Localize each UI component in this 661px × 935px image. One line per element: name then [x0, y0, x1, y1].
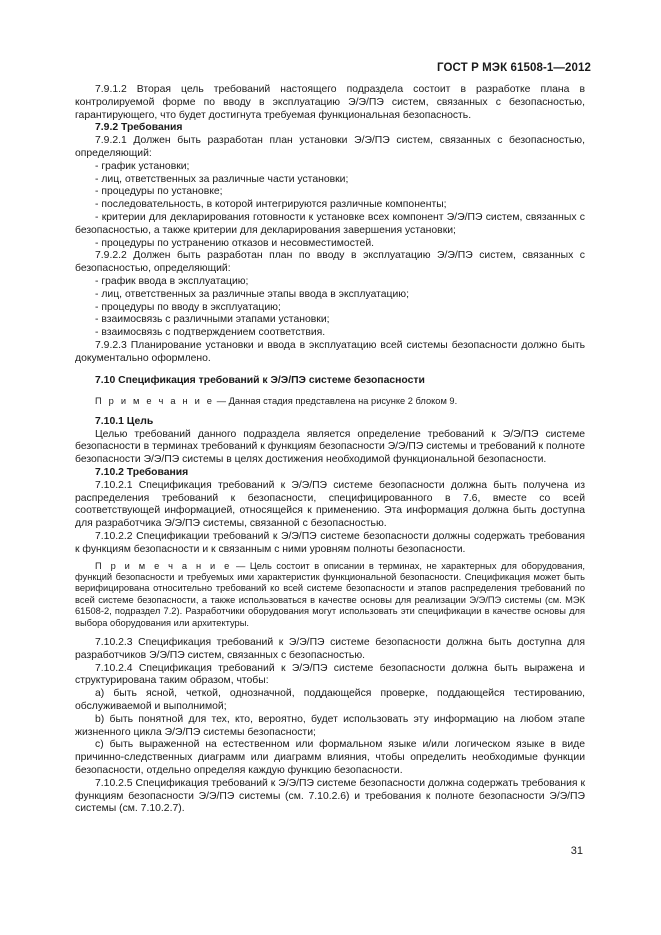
paragraph-7-9-2-1: 7.9.2.1 Должен быть разработан план установки Э/Э/ПЭ систем, связанных с безопасностью, определяющий: [75, 135, 585, 159]
note-text: — Цель состоит в описании в терминах, не характерных для оборудования, функций безопасности и требуемых ими характеристик функциональной безопасности. Спецификация может быть верифицирована относительно требований ко всей системе безопасности и этапов распределения требований по всей системе безопасности, а также использоваться в качестве основы для реализации Э/Э/ПЭ системы (см. МЭК 61508-2, подраздел 7.2). Разработчики оборудования могут использовать эти спецификации в качестве основы для выбора оборудования или архитектуры. [75, 560, 585, 628]
note-2 [75, 561, 585, 629]
document-body [75, 84, 585, 816]
list-item: - лиц, ответственных за различные этапы ввода в эксплуатацию; [95, 288, 409, 300]
note-label: П р и м е ч а н и е [95, 560, 232, 571]
note-text: — Данная стадия представлена на рисунке 2 блоком 9. [214, 396, 458, 407]
list-item: - процедуры по устранению отказов и несовместимостей. [95, 237, 375, 249]
list-item: - лиц, ответственных за различные части установки; [95, 173, 349, 185]
note-1 [75, 396, 585, 407]
paragraph-7-9-2-3: 7.9.2.3 Планирование установки и ввода в эксплуатацию всей системы безопасности должно быть документально оформлено. [75, 339, 585, 364]
page-number: 31 [570, 845, 583, 857]
list-item: a) быть ясной, четкой, однозначной, поддающейся проверке, поддающейся тестированию, обслуживаемой и выполнимой; [75, 688, 585, 712]
list-item: - взаимосвязь с различными этапами установки; [95, 314, 330, 326]
paragraph-7-10-2-3: 7.10.2.3 Спецификация требований к Э/Э/ПЭ системе безопасности должна быть доступна для разработчиков Э/Э/ПЭ систем, связанных с безопасностью. [75, 636, 585, 661]
note-label: П р и м е ч а н и е [95, 396, 215, 407]
list-item: b) быть понятной для тех, кто, вероятно, будет использовать эту информацию на любом этапе жизненного цикла Э/Э/ПЭ системы безопасности; [75, 713, 585, 738]
paragraph-7-9-2-2: 7.9.2.2 Должен быть разработан план по вводу в эксплуатацию Э/Э/ПЭ систем, связанных с безопасностью, определяющий: [75, 250, 585, 275]
paragraph-7-10-2-2: 7.10.2.2 Спецификации требований к Э/Э/ПЭ системе безопасности должны содержать требования к функциям безопасности и к связанным с ними уровням полноты безопасности. [75, 530, 585, 555]
paragraph-7-10-2-5: 7.10.2.5 Спецификация требований к Э/Э/ПЭ системе безопасности должна содержать требования к функциям безопасности Э/Э/ПЭ системы (см. 7.10.2.6) и требования к полноте безопасности Э/Э/ПЭ системы (см. 7.10.2.7). [75, 777, 585, 815]
paragraph-7-10-1: Целью требований данного подраздела является определение требований к Э/Э/ПЭ системе безопасности в терминах требований к функциям безопасности Э/Э/ПЭ системы и требований к полноте безопасности Э/Э/ПЭ системы в целях достижения необходимой функциональной безопасности. [75, 428, 585, 466]
list-item: - взаимосвязь с подтверждением соответствия. [95, 327, 326, 339]
heading-7-10-2: 7.10.2 Требования [95, 466, 189, 478]
document-header: ГОСТ Р МЭК 61508-1—2012 [437, 62, 591, 74]
paragraph-7-9-1-2: 7.9.1.2 Вторая цель требований настоящего подраздела состоит в разработке плана в контролируемой форме по вводу в эксплуатацию Э/Э/ПЭ систем, связанных с безопасностью, гарантирующего, что будет достигнута требуемая функциональная безопасность. [75, 84, 585, 121]
heading-7-10: 7.10 Спецификация требований к Э/Э/ПЭ системе безопасности [95, 374, 425, 386]
paragraph-7-10-2-4: 7.10.2.4 Спецификация требований к Э/Э/ПЭ системе безопасности должна быть выражена и структурирована таким образом, чтобы: [75, 662, 585, 687]
list-item: - последовательность, в которой интегрируются различные компоненты; [95, 199, 447, 211]
list-item: c) быть выраженной на естественном или формальном языке и/или логическом языке в виде причинно-следственных диаграмм или диаграмм влияния, чтобы определить необходимые функции безопасности, отдельно определяя каждую функцию безопасности. [75, 739, 585, 776]
list-item: - критерии для декларирования готовности к установке всех компонент Э/Э/ПЭ систем, связанных с безопасностью, а также критерии для декларирования завершения установки; [75, 211, 585, 236]
list-item: - график установки; [95, 160, 190, 172]
list-item: - процедуры по вводу в эксплуатацию; [95, 301, 281, 313]
heading-7-9-2: 7.9.2 Требования [95, 122, 183, 134]
paragraph-7-10-2-1: 7.10.2.1 Спецификация требований к Э/Э/ПЭ системе безопасности должна быть получена из распределения требований к безопасности, специфицированного в 7.6, вместе со всей соответствующей информацией, относящейся к применению. Эта информация должна быть доступна для разработчика Э/Э/ПЭ системы, связанной с безопасностью. [75, 479, 585, 530]
heading-7-10-1: 7.10.1 Цель [95, 415, 154, 427]
list-item: - процедуры по установке; [95, 186, 223, 198]
list-item: - график ввода в эксплуатацию; [95, 275, 249, 287]
